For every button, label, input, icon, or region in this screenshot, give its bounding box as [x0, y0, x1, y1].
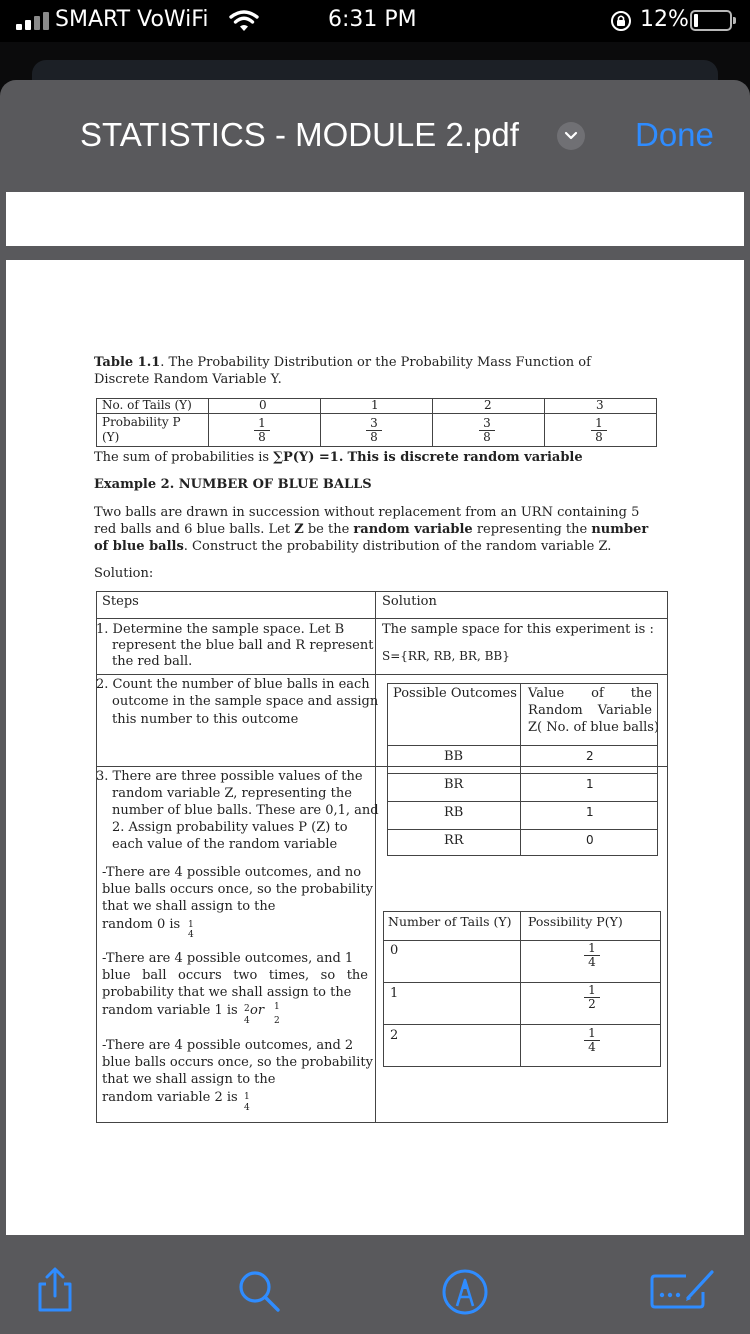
step-1: 1. Determine the sample space. Let B: [96, 622, 345, 637]
step-3-line: random variable Z, representing the: [112, 786, 352, 801]
z-value-cell: 1: [586, 805, 594, 819]
value-header: Z( No. of blue balls): [528, 720, 660, 735]
step-1-line: the red ball.: [112, 654, 193, 669]
fraction-numerator: 2: [244, 1004, 250, 1014]
note-1-line: random variable 1 is: [102, 1003, 238, 1018]
step-2: 2. Count the number of blue balls in each: [96, 677, 370, 692]
step-2-line: outcome in the sample space and assign: [112, 694, 379, 709]
solution-header: Solution: [382, 594, 437, 609]
pdf-page: [6, 260, 744, 1235]
tails-value: 3: [596, 398, 604, 412]
solution-label: Solution:: [94, 566, 154, 581]
note-0-line: blue balls occurs once, so the probability: [102, 882, 373, 897]
note-1-line: probability that we shall assign to the: [102, 985, 352, 1000]
probability-fraction: $\frac{1}{8}$: [254, 417, 270, 444]
value-header: Value of the: [528, 686, 652, 701]
done-button[interactable]: Done: [635, 116, 714, 153]
tails-value: 2: [484, 398, 492, 412]
wifi-icon: [228, 9, 260, 33]
title-menu-button[interactable]: [557, 122, 585, 150]
or-text: or: [250, 1003, 265, 1018]
example-paragraph-line2: red balls and 6 blue balls. Let Z be the random variable representing the number: [94, 522, 649, 537]
probability-row-label-y: (Y): [102, 430, 120, 444]
step-3-line: number of blue balls. These are 0,1, and: [112, 803, 379, 818]
step-3: 3. There are three possible values of the: [96, 769, 363, 784]
note-0-line: random 0 is: [102, 917, 181, 932]
note-2-line: random variable 2 is: [102, 1090, 238, 1105]
note-2: -There are 4 possible outcomes, and 2: [102, 1038, 354, 1053]
sample-space: S={RR, RB, BR, BB}: [382, 649, 510, 663]
probability-row-label: Probability P: [102, 415, 181, 429]
outcome-cell: BR: [444, 777, 464, 792]
y-value-cell: 0: [390, 943, 399, 958]
steps-header: Steps: [102, 594, 139, 609]
tails-value: 1: [371, 398, 379, 412]
battery-icon: [690, 10, 732, 31]
bottom-toolbar: [0, 1236, 750, 1334]
note-0: -There are 4 possible outcomes, and no: [102, 865, 362, 880]
cellular-signal-icon: [16, 12, 50, 30]
rotation-lock-icon: [609, 9, 633, 33]
step-3-line: each value of the random variable: [112, 837, 338, 852]
note-2-line: that we shall assign to the: [102, 1072, 276, 1087]
step-2-line: this number to this outcome: [112, 712, 299, 727]
probability-fraction: $\frac{3}{8}$: [479, 417, 495, 444]
y-value-cell: 1: [390, 986, 399, 1001]
outcomes-header: Possible Outcomes: [393, 686, 517, 701]
carrier-name: SMART VoWiFi: [55, 7, 209, 32]
fraction-denominator: 2: [274, 1016, 280, 1026]
outcome-cell: BB: [444, 749, 464, 764]
note-0-line: that we shall assign to the: [102, 899, 276, 914]
previous-page: [6, 192, 744, 246]
battery-percentage: 12%: [640, 7, 689, 32]
fraction-numerator: 1: [274, 1002, 280, 1012]
note-1-line: blue ball occurs two times, so the: [102, 968, 368, 983]
fraction-numerator: 1: [244, 1092, 250, 1102]
fraction-denominator: 4: [244, 1016, 250, 1026]
fraction-numerator: 1: [188, 920, 194, 930]
table-caption-line2: Discrete Random Variable Y.: [94, 372, 282, 387]
tails-value: 0: [259, 398, 267, 412]
search-icon[interactable]: [236, 1268, 282, 1314]
value-header: Random Variable: [528, 703, 652, 718]
possibility-fraction: $\frac{1}{4}$: [584, 1027, 600, 1054]
solution-1: The sample space for this experiment is :: [382, 622, 654, 637]
step-3-line: 2. Assign probability values P (Z) to: [112, 820, 348, 835]
outcome-cell: RR: [444, 833, 464, 848]
example-title: Example 2. NUMBER OF BLUE BALLS: [94, 477, 372, 492]
chevron-down-icon: [564, 131, 578, 141]
note-1: -There are 4 possible outcomes, and 1: [102, 951, 354, 966]
share-icon[interactable]: [34, 1266, 76, 1314]
step-1-line: represent the blue ball and R represent: [112, 638, 374, 653]
z-value-cell: 1: [586, 777, 594, 791]
y-value-cell: 2: [390, 1028, 399, 1043]
fraction-denominator: 4: [244, 1103, 250, 1113]
clock: 6:31 PM: [328, 7, 417, 32]
outcome-cell: RB: [444, 805, 464, 820]
possibility-fraction: $\frac{1}{2}$: [584, 984, 600, 1011]
markup-icon[interactable]: [441, 1268, 489, 1316]
z-value-cell: 0: [586, 833, 594, 847]
signature-icon[interactable]: [648, 1268, 716, 1314]
possibility-header: Possibility P(Y): [528, 914, 623, 929]
probability-fraction: $\frac{3}{8}$: [366, 417, 382, 444]
fraction-denominator: 4: [188, 930, 194, 940]
possibility-fraction: $\frac{1}{4}$: [584, 942, 600, 969]
status-bar: [0, 0, 750, 42]
sum-statement: The sum of probabilities is ∑P(Y) =1. This is discrete random variable: [94, 450, 583, 465]
tails-header: Number of Tails (Y): [388, 914, 512, 929]
note-2-line: blue balls occurs once, so the probability: [102, 1055, 373, 1070]
example-paragraph-line3: of blue balls. Construct the probability distribution of the random variable Z.: [94, 539, 612, 554]
z-value-cell: 2: [586, 749, 594, 763]
probability-fraction: $\frac{1}{8}$: [591, 417, 607, 444]
example-paragraph: Two balls are drawn in succession without replacement from an URN containing 5: [94, 505, 640, 520]
tails-row-label: No. of Tails (Y): [102, 398, 192, 412]
document-title[interactable]: STATISTICS - MODULE 2.pdf: [80, 116, 519, 153]
table-caption: Table 1.1. The Probability Distribution or the Probability Mass Function of: [94, 355, 591, 370]
